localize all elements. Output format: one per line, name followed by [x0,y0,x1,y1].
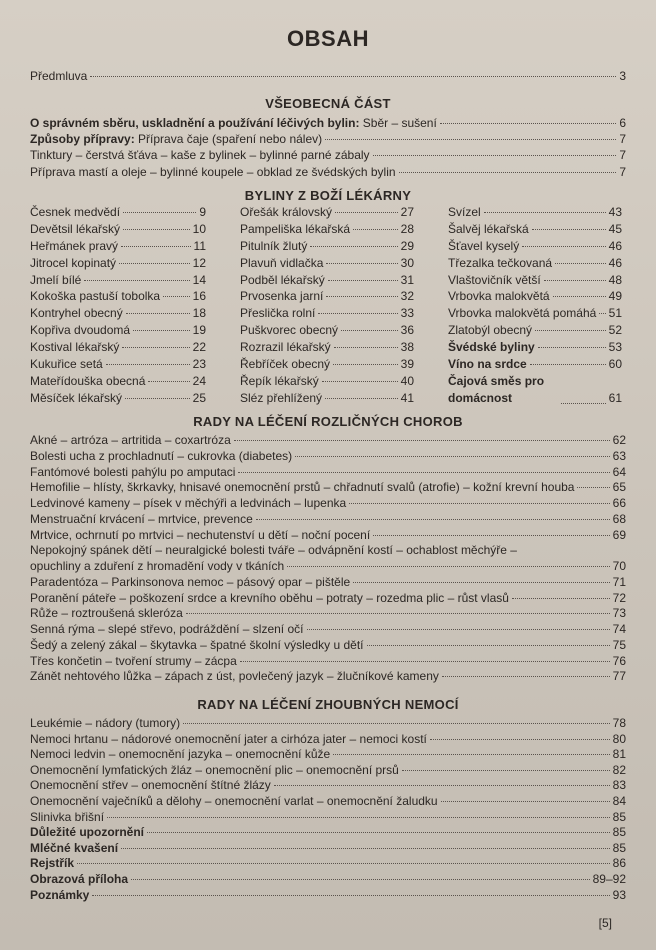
entry-page: 85 [612,825,626,840]
herb-entry [448,339,622,356]
herb-entry [240,272,414,289]
dot-leader [484,212,606,213]
entry-page: 76 [612,653,626,668]
entry-title: Předmluva [30,69,88,83]
herb-entry [240,305,414,322]
toc-entry [30,590,626,606]
entry-title: Leukémie – nádory (tumory) [30,716,181,730]
entry-title: Rejstřík [30,856,75,871]
herb-name: Puškvorec obecný [240,323,339,338]
herb-page: 22 [192,340,206,355]
herb-entry [240,255,414,272]
herb-name: Podběl lékařský [240,272,325,287]
herb-entry [30,373,206,390]
entry-page: 73 [612,606,626,621]
herb-entry [240,373,414,390]
entry-title: Slinivka břišní [30,809,105,824]
herb-name: Šťavel kyselý [448,238,520,253]
entry-title: Senná rýma – slepé střevo, podráždění – slzení očí [30,622,304,636]
entry-title: Paradentóza – Parkinsonova nemoc – pásový opar – pištěle [30,574,351,589]
herb-entry [448,238,622,255]
dot-leader [287,566,609,567]
toc-entry [30,777,626,793]
herb-name: Kokoška pastuší tobolka [30,289,161,304]
herb-page: 14 [192,272,206,287]
herb-name: Mateřídouška obecná [30,373,146,388]
herb-page: 11 [193,238,206,253]
herb-entry [240,221,414,238]
herb-name: Svízel [448,205,481,219]
herb-page: 27 [400,205,414,219]
entry-title: Třes končetin – tvoření strumy – zácpa [30,653,237,668]
dot-leader [544,280,606,281]
herb-name: Čajová směs pro domácnost [448,373,545,405]
entry-page: 71 [612,574,626,589]
herbs-column-1 [30,204,206,407]
entry-page: 74 [612,622,626,636]
herb-name: Vrbovka malokvětá [448,289,550,304]
herb-name: Jmelí bílé [30,272,82,287]
herb-page: 45 [608,221,622,236]
herb-page: 41 [400,390,414,405]
dot-leader [325,398,398,399]
herb-entry [30,390,206,407]
toc-entry [30,464,626,480]
entry-title-text: Sběr – sušení [359,116,437,130]
entry-page: 7 [619,164,626,179]
entry-title: Onemocnění střev – onemocnění štítné žlázy [30,778,271,793]
entry-page: 69 [612,527,626,542]
dot-leader [107,817,610,818]
entry-title: Menstruační krvácení – mrtvice, prevence [30,511,253,526]
herb-name: Kukuřice setá [30,357,103,372]
entry-title: Mrtvice, ochrnutí po mrtvici – nechutenství u dětí – noční pocení [30,527,371,542]
herb-name: Zlatobýl obecný [448,323,533,338]
toc-entry [30,621,626,637]
entry-page: 62 [612,433,626,447]
herb-name: Kostival lékařský [30,340,120,355]
herb-page: 51 [608,306,622,321]
toc-entry [30,511,626,527]
herb-page: 39 [400,357,414,372]
herb-page: 30 [400,255,414,270]
entry-page: 68 [612,511,626,526]
herb-entry [448,305,622,322]
entry-title: Poznámky [30,887,90,902]
herb-entry [30,221,206,238]
dot-leader [341,330,398,331]
entry-title: Ledvinové kameny – písek v měchýři a ledvinách – lupenka [30,496,347,510]
entry-page: 83 [612,778,626,793]
herb-entry [30,356,206,373]
dot-leader [92,895,609,896]
herb-entry [30,272,206,289]
entry-page: 85 [612,809,626,824]
dot-leader [530,364,606,365]
herb-page: 46 [608,238,622,253]
herb-name: Víno na srdce [448,357,527,372]
entry-page: 89–92 [592,872,626,886]
toc-entry [30,762,626,778]
herb-entry [448,221,622,238]
dot-leader [240,661,610,662]
toc-entry [30,115,626,131]
entry-title: Onemocnění lymfatických žláz – onemocnění plic – onemocnění prsů [30,762,399,777]
dot-leader [325,139,616,140]
herb-page: 61 [608,390,622,405]
herb-entry [448,373,622,407]
entry-title-bold: O správném sběru, uskladnění a používání léčivých bylin: [30,116,360,130]
herb-page: 31 [400,272,414,287]
herb-entry [30,204,206,221]
herb-name: Vlaštovičník větší [448,272,541,287]
entry-title-bold: Způsoby přípravy: [30,132,135,147]
dot-leader [535,330,606,331]
entry-title: Akné – artróza – artritida – coxartróza [30,433,231,447]
dot-leader [353,582,609,583]
dot-leader [106,364,190,365]
herb-entry [240,356,414,373]
toc-entry [30,824,626,840]
dot-leader [123,229,190,230]
toc-entry [30,147,626,163]
herb-page: 33 [400,306,414,321]
herb-page: 25 [192,390,206,405]
entry-page: 84 [612,794,626,808]
dot-leader [183,723,610,724]
herb-entry [448,356,622,373]
toc-entry [30,637,626,653]
dot-leader [367,645,610,646]
dot-leader [133,330,190,331]
dot-leader [256,519,610,520]
entry-page: 6 [619,116,626,130]
entry-title: Onemocnění vaječníků a dělohy – onemocnění varlat – onemocnění žaludku [30,794,438,808]
toc-entry [30,840,626,856]
herb-name: Devětsil lékařský [30,221,121,236]
herb-entry [240,288,414,305]
herb-entry [448,255,622,272]
entry-title [30,164,396,180]
dot-leader [440,123,616,124]
herb-page: 16 [192,289,206,304]
entry-title: Šedý a zelený zákal – škytavka – špatné školní výsledky u dětí [30,637,364,652]
herb-entry [240,238,414,255]
dot-leader [326,263,397,264]
section-heading-general: VŠEOBECNÁ ČÁST [265,96,391,111]
dot-leader [148,381,189,382]
toc-entry [30,855,626,871]
herb-entry [240,204,414,221]
dot-leader [234,440,610,441]
dot-leader [402,770,610,771]
dot-leader [555,263,606,264]
dot-leader [430,739,610,740]
herbs-column-3 [448,204,622,407]
toc-entry [30,432,626,448]
dot-leader [538,347,606,348]
toc-entry [30,605,626,621]
herb-entry [448,204,622,221]
dot-leader [121,848,610,849]
dot-leader [295,456,609,457]
dot-leader [532,229,606,230]
herb-page: 9 [199,205,206,219]
dot-leader [353,229,398,230]
herb-page: 60 [608,357,622,372]
entry-page: 72 [612,590,626,605]
dot-leader [399,172,617,173]
dot-leader [310,246,397,247]
dot-leader [333,754,609,755]
dot-leader [373,155,617,156]
herb-entry [30,238,206,255]
dot-leader [123,212,196,213]
entry-title: Nemoci ledvin – onemocnění jazyka – onemocnění kůže [30,747,331,762]
entry-title [30,131,322,147]
toc-entry [30,495,626,511]
entry-title [30,115,437,131]
dot-leader [334,347,398,348]
entry-title: opuchliny a zduření z hromadění vody v tkáních [30,559,285,573]
entry-title: Růže – roztroušená skleróza [30,606,183,621]
entry-title: Nemoci hrtanu – nádorové onemocnění jater a cirhóza jater – nemoci kostí [30,731,427,746]
herb-name: Vrbovka malokvětá pomáhá [448,306,597,321]
dot-leader [147,832,610,833]
dot-leader [274,785,610,786]
herb-name: Pampeliška lékařská [240,221,351,236]
entry-title: Bolesti ucha z prochladnutí – cukrovka (diabetes) [30,448,293,463]
preface-entry [30,68,626,84]
herb-page: 49 [608,289,622,304]
herb-page: 36 [400,323,414,338]
herb-name: Ořešák královský [240,205,333,219]
dot-leader [322,381,398,382]
dot-leader [328,280,398,281]
entry-page: 75 [612,637,626,652]
entry-page: 81 [612,747,626,762]
entry-title [30,147,370,163]
dot-leader [90,76,616,77]
entry-page: 7 [619,132,626,147]
dot-leader [163,296,190,297]
dot-leader [577,487,609,488]
herb-page: 19 [192,323,206,338]
entry-title: Poranění páteře – poškození srdce a krevního oběhu – potraty – rozedma plic – růst vlasů [30,590,509,605]
herb-entry [30,305,206,322]
dot-leader [522,246,605,247]
herb-page: 32 [400,289,414,304]
page-title: OBSAH [287,26,369,51]
entry-page: 93 [612,887,626,902]
herb-name: Plavuň vidlačka [240,255,324,270]
entry-title: Nepokojný spánek dětí – neuralgické bolesti tváře – odvápnění kostí – ochablost měchýře – [30,543,517,558]
herb-entry [448,288,622,305]
toc-entry [30,668,626,684]
dot-leader [349,503,609,504]
herb-entry [448,322,622,339]
entry-page: 3 [619,69,626,83]
entry-title: Mléčné kvašení [30,840,119,855]
entry-page: 65 [612,480,626,495]
entry-page: 63 [612,448,626,463]
toc-entry [30,731,626,747]
herb-name: Přeslička rolní [240,306,316,321]
herb-name: Sléz přehlížený [240,390,323,405]
dot-leader [122,347,189,348]
entry-page: 70 [612,559,626,573]
herb-entry [30,322,206,339]
dot-leader [318,313,397,314]
toc-entry [30,542,626,558]
section-heading-diseases: RADY NA LÉČENÍ ROZLIČNÝCH CHOROB [193,414,463,429]
toc-entry [30,809,626,825]
dot-leader [553,296,606,297]
herb-page: 18 [192,306,206,321]
dot-leader [126,313,190,314]
herb-name: Jitrocel kopinatý [30,255,117,270]
toc-entry [30,653,626,669]
herb-name: Kopřiva dvoudomá [30,323,131,338]
herb-page: 29 [400,238,414,253]
herb-page: 28 [400,221,414,236]
entry-title: Hemofilie – hlísty, škrkavky, hnisavé onemocnění prstů – chřadnutí svalů (atrofie) – kožní krevní houba [30,480,575,495]
toc-entry [30,448,626,464]
entry-page: 64 [612,464,626,479]
toc-entry [30,527,626,543]
toc-entry [30,558,626,574]
herb-page: 52 [608,323,622,338]
entry-page: 77 [612,669,626,684]
herb-page: 40 [400,373,414,388]
dot-leader [561,403,606,404]
toc-entry [30,164,626,180]
herb-name: Řebříček obecný [240,357,331,372]
herb-name: Rozrazil lékařský [240,340,331,355]
entry-page: 80 [612,731,626,746]
entry-title-text: Příprava mastí a oleje – bylinné koupele – obklad ze švédských bylin [30,164,396,179]
entry-title: Obrazová příloha [30,872,129,886]
toc-entry [30,131,626,147]
entry-page: 82 [612,762,626,777]
dot-leader [84,280,189,281]
entry-title: Důležité upozornění [30,825,144,840]
section-heading-herbs: BYLINY Z BOŽÍ LÉKÁRNY [244,188,412,203]
herb-page: 43 [608,205,622,219]
entry-page: 66 [612,496,626,510]
toc-entry [30,887,626,903]
entry-title: Fantómové bolesti pahýlu po amputaci [30,464,236,479]
entry-page: 85 [612,840,626,855]
entry-page: 78 [612,716,626,730]
dot-leader [238,472,609,473]
toc-entry [30,574,626,590]
herb-page: 48 [608,272,622,287]
dot-leader [373,535,609,536]
herb-page: 53 [608,340,622,355]
herb-name: Šalvěj lékařská [448,221,529,236]
herb-page: 12 [192,255,206,270]
herb-page: 38 [400,340,414,355]
dot-leader [307,629,610,630]
herb-entry [240,390,414,407]
herb-name: Kontryhel obecný [30,306,123,321]
herb-name: Měsíček lékařský [30,390,123,405]
dot-leader [512,598,610,599]
herb-entry [30,288,206,305]
toc-entry [30,793,626,809]
page-number: [5] [598,916,612,930]
herb-entry [30,255,206,272]
toc-entry [30,479,626,495]
herbs-column-2 [240,204,414,407]
herb-entry [448,272,622,289]
herb-name: Švédské byliny [448,340,535,355]
herb-name: Třezalka tečkovaná [448,255,553,270]
entry-page: 86 [612,856,626,871]
herb-name: Prvosenka jarní [240,289,324,304]
herb-entry [30,339,206,356]
dot-leader [335,212,398,213]
herb-name: Řepík lékařský [240,373,319,388]
dot-leader [131,879,590,880]
herb-page: 24 [192,373,206,388]
herb-entry [240,339,414,356]
dot-leader [77,863,610,864]
herb-name: Česnek medvědí [30,205,121,219]
dot-leader [125,398,190,399]
herb-name: Pitulník žlutý [240,238,308,253]
dot-leader [326,296,397,297]
entry-title-text: Příprava čaje (spaření nebo nálev) [134,132,323,147]
entry-title-text: Tinktury – čerstvá šťáva – kaše z bylinek – bylinné parné zábaly [30,148,370,163]
entry-page: 7 [619,148,626,163]
dot-leader [442,676,610,677]
dot-leader [333,364,398,365]
toc-entry [30,746,626,762]
herb-page: 23 [192,357,206,372]
entry-title: Zánět nehtového lůžka – zápach z úst, povlečený jazyk – žlučníkové kameny [30,669,439,684]
dot-leader [441,801,610,802]
herb-page: 10 [192,221,206,236]
herb-page: 46 [608,255,622,270]
dot-leader [186,613,610,614]
herb-entry [240,322,414,339]
dot-leader [119,263,190,264]
toc-entry [30,871,626,887]
toc-entry [30,715,626,731]
dot-leader [121,246,191,247]
dot-leader [599,313,605,314]
section-heading-malignant: RADY NA LÉČENÍ ZHOUBNÝCH NEMOCÍ [197,697,459,712]
herb-name: Heřmánek pravý [30,238,119,253]
